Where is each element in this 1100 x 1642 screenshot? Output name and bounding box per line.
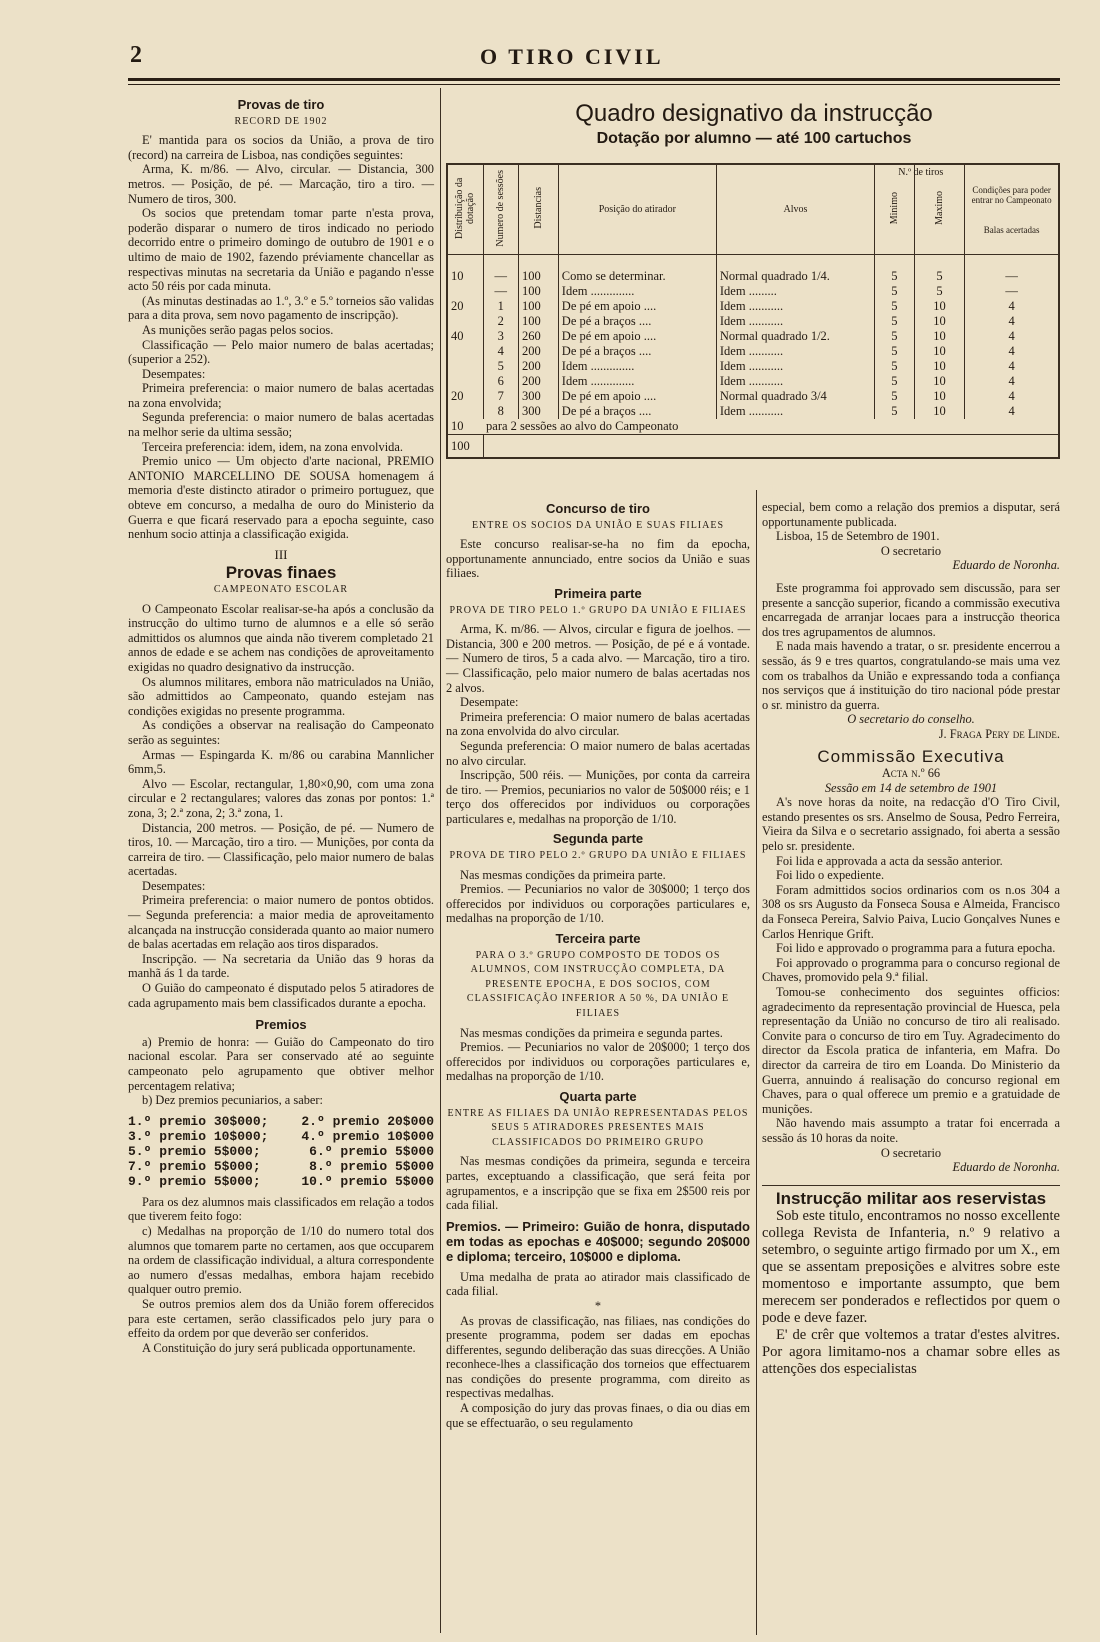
column-header: Distribuição da dotação xyxy=(447,164,483,255)
prize-row xyxy=(128,1159,434,1174)
paragraph: Primeira preferencia: o maior numero de balas acertadas na zona envolvida; xyxy=(128,381,434,410)
paragraph: Nas mesmas condições da primeira e segunda partes. xyxy=(460,1025,723,1040)
paragraph: Sob este titulo, encontramos no nosso excellente collega Revista de Infanteria, n.º 9 relativo a setembro, o seguinte artigo firmado por um X., em que se assentam preposições e alvitres sobre este momentoso e importante assumpto, que bem merecem ser ponderados e reflectidos por quem o pode e deve fazer. xyxy=(762,1208,1060,1327)
header-rule xyxy=(128,78,1060,81)
paragraph: Este concurso realisar-se-ha no fim da epocha, opportunamente annunciado, entre socios da União e suas filiaes. xyxy=(446,537,750,581)
paragraph: Armas — Espingarda K. m/86 ou carabina Mannlicher 6mm,5. xyxy=(128,747,434,777)
paragraph: Desempates: xyxy=(142,366,206,381)
prize-item: 2.º premio 20$000 xyxy=(301,1113,434,1129)
column-divider xyxy=(440,88,441,1633)
paragraph: Os alumnos militares, embora não matriculados na União, são admittidos ao Campeonato, quando estejam nas condições exigidas no presente programma. xyxy=(128,674,434,718)
column-header: Distancias xyxy=(519,164,559,255)
paragraph: A's nove horas da noite, na redacção d'O Tiro Civil, estando presentes os srs. Anselmo de Sousa, Pedro Ferreira, Vieira da Silva e o secretario assignado, foi aberta a sessão pelo sr. presidente. xyxy=(762,795,1060,854)
section-title: Premios xyxy=(255,1017,307,1033)
paragraph: c) Medalhas na proporção de 1/10 do numero total dos alumnos que tomarem parte no certamen, aos que occuparem na ordem de classificação individual, a altura correspondente ao numero d'essas medalhas, embora hajam recebido qualquer outro premio. xyxy=(128,1223,434,1297)
column-header: Numero de sessões xyxy=(483,164,518,255)
paragraph: Segunda preferencia: o maior numero de balas acertadas na melhor serie da ultima sessão; xyxy=(128,410,434,440)
paragraph: Arma, K. m/86. — Alvo, circular. — Distancia, 300 metros. — Posição, de pé. — Marcação, tiro a tiro. — Numero de tiros, 300. xyxy=(128,162,434,206)
paragraph: A Constituição do jury será publicada opportunamente. xyxy=(142,1340,416,1355)
section-subtitle: PROVA DE TIRO PELO 1.º GRUPO DA UNIÃO E FILIAES xyxy=(449,604,747,616)
paragraph: Foi lido o expediente. xyxy=(776,868,885,883)
prize-item: 7.º premio 5$000; xyxy=(128,1158,261,1174)
acta-number: Acta n.º 66 xyxy=(881,766,941,781)
paragraph: Os socios que pretendam tomar parte n'esta prova, poderão disparar o numero de tiros indicado no periodo decorrido entre o primeiro domingo de outubro de 1901 e o ultimo de maio de 1902, fazendo préviamente chancellar as respectivas minutas na secretaria da União e pagando n'esse acto 50 réis por cada minuta. xyxy=(128,206,434,294)
section-rule xyxy=(762,1185,1060,1186)
table-subtitle: Dotação por alumno — até 100 cartuchos xyxy=(596,130,912,147)
section-subtitle: RECORD DE 1902 xyxy=(234,115,328,127)
section-subtitle: CAMPEONATO ESCOLAR xyxy=(213,584,349,595)
paragraph: Não havendo mais assumpto a tratar foi encerrada a sessão ás 10 horas da noite. xyxy=(762,1116,1060,1145)
instruction-table xyxy=(446,163,1060,459)
column-header: Alvos xyxy=(716,164,874,255)
table-row: 8 300 De pé a braços .... Idem ........... 5 10 4 xyxy=(447,404,1059,419)
signature-name: Eduardo de Noronha. xyxy=(952,558,1060,573)
column-middle xyxy=(446,500,750,1430)
paragraph: Distancia, 200 metros. — Posição, de pé. — Numero de tiros, 10. — Marcação, tiro a tiro. — Munições, por conta da carreira de tiro. — Classificação, pelo maior numero de balas acertadas. xyxy=(128,820,434,879)
signature-name: J. Fraga Pery de Linde. xyxy=(938,726,1060,741)
section-subtitle: ENTRE AS FILIAES DA UNIÃO REPRESENTADAS PELOS SEUS 5 ATIRADORES PRESENTES MAIS CLASSIFICADOS DO PRIMEIRO GRUPO xyxy=(447,1107,749,1148)
prize-row xyxy=(128,1144,434,1159)
section-subtitle: PROVA DE TIRO PELO 2.º GRUPO DA UNIÃO E FILIAES xyxy=(449,850,747,862)
table-title: Quadro designativo da instrucção xyxy=(575,100,933,127)
prize-item: 6.º premio 5$000 xyxy=(309,1143,434,1159)
prize-row xyxy=(128,1114,434,1129)
section-title: Terceira parte xyxy=(555,931,641,947)
paragraph: Primeira preferencia: O maior numero de balas acertadas na zona envolvida do alvo circular. xyxy=(446,709,750,739)
section-title: Primeira parte xyxy=(554,585,642,601)
paragraph: Premios. — Pecuniarios no valor de 30$000; 1 terço dos offerecidos por individuos ou corporações particulares e, medalhas na proporção de 1/10. xyxy=(446,882,750,926)
prize-row xyxy=(128,1129,434,1144)
paragraph: E' de crêr que voltemos a tratar d'estes alvitres. Por agora limitamo-nos a chamar sobre elles as attenções dos especialistas xyxy=(762,1327,1060,1378)
paragraph: As condições a observar na realisação do Campeonato serão as seguintes: xyxy=(128,718,434,747)
paragraph: Arma, K. m/86. — Alvos, circular e figura de joelhos. — Distancia, 300 e 200 metros. — Posição, de pé e á vontade. — Numero de tiros, 5 a cada alvo. — Marcação, tiro a tiro. — Classificação, pelo maior numero de balas acertadas nos 2 alvos. xyxy=(446,622,750,695)
paragraph: Desempates: xyxy=(142,878,206,893)
paragraph: Alvo — Escolar, rectangular, 1,80×0,90, com uma zona circular e 2 rectangulares; valores das zonas por pontos: 1.ª zona, 3; 2.ª zona, 2; 3.ª zona, 1. xyxy=(128,776,434,820)
prize-item: 4.º premio 10$000 xyxy=(301,1128,434,1144)
table-row: 20 1 100 De pé em apoio .... Idem ........... 5 10 4 xyxy=(447,299,1059,314)
prize-item: 10.º premio 5$000 xyxy=(301,1173,434,1189)
prize-item: 9.º premio 5$000; xyxy=(128,1173,261,1189)
paragraph: Desempate: xyxy=(460,695,519,710)
signature-label: O secretario xyxy=(880,1145,942,1160)
table-row xyxy=(447,255,1059,270)
paragraph: Terceira preferencia: idem, idem, na zona envolvida. xyxy=(142,439,403,454)
signature-label: O secretario xyxy=(880,543,942,558)
paragraph: b) Dez premios pecuniarios, a saber: xyxy=(142,1093,323,1108)
prize-item: 1.º premio 30$000; xyxy=(128,1113,269,1129)
column-header: Minimo xyxy=(874,164,914,255)
paragraph: Foi lida e approvada a acta da sessão anterior. xyxy=(776,853,1003,868)
paragraph: a) Premio de honra: — Guião do Campeonato do tiro nacional escolar. Para ser conservado até ao seguinte campeonato pelo agrupamento que obtiver melhor percentagem relativa; xyxy=(128,1034,434,1093)
paragraph: Nas mesmas condições da primeira, segunda e terceira partes, exceptuando a classificação, que será feita por agrupamentos, e a inscripção que se fixa em 2$500 reis por cada filial. xyxy=(446,1154,750,1213)
paragraph: Foi lido e approvado o programma para a futura epocha. xyxy=(776,941,1056,956)
paragraph: Inscripção. — Na secretaria da União das 9 horas da manhã ás 1 da tarde. xyxy=(128,951,434,981)
paragraph: E nada mais havendo a tratar, o sr. presidente encerrou a sessão, ás 9 e tres quartos, congratulando-se mais uma vez com os trabalhos da União e expressando toda a confiança nos serviços que á instituição do tiro nacional póde prestar o sr. ministro da guerra. xyxy=(762,639,1060,712)
paragraph: Se outros premios alem dos da União forem offerecidos para este certamen, serão classificados pelo jury para o effeito da ordem por que deverão ser conferidos. xyxy=(128,1296,434,1341)
prize-list xyxy=(128,1114,434,1189)
paragraph: Lisboa, 15 de Setembro de 1901. xyxy=(776,529,940,544)
paragraph: Inscripção, 500 réis. — Munições, por conta da carreira de tiro. — Premios, pecuniarios no valor de 50$000 réis; e 1 terço dos offerecidos por individuos ou corporações particulares e, medalhas na proporção de 1/10. xyxy=(446,768,750,826)
section-number: III xyxy=(274,546,288,562)
column-header: Posição do atirador xyxy=(558,164,716,255)
paragraph: A composição do jury das provas finaes, o dia ou dias em que se effectuarão, o seu regulamento xyxy=(446,1401,750,1430)
table-row: 20 7 300 De pé em apoio .... Normal quadrado 3/4 5 10 4 xyxy=(447,389,1059,404)
running-title: O TIRO CIVIL xyxy=(480,44,664,69)
column-left xyxy=(128,96,434,1355)
paragraph: Premios. — Pecuniarios no valor de 20$000; 1 terço dos offerecidos por individuos ou corporações particulares e, medalhas na proporção de 1/10. xyxy=(446,1040,750,1084)
session-date: Sessão em 14 de setembro de 1901 xyxy=(824,780,998,795)
column-divider xyxy=(756,490,757,1635)
section-title: Provas de tiro xyxy=(237,97,325,112)
paragraph: especial, bem como a relação dos premios a disputar, será opportunamente publicada. xyxy=(762,500,1060,529)
table-row: 2 100 De pé a braços .... Idem ........... 5 10 4 xyxy=(447,314,1059,329)
paragraph: Para os dez alumnos mais classificados em relação a todos que tiverem feito fogo: xyxy=(128,1194,434,1224)
paragraph: Foi approvado o programma para o concurso regional de Chaves, promovido pela 9.ª filial. xyxy=(762,955,1060,985)
paragraph: (As minutas destinadas ao 1.º, 3.º e 5.º torneios são validas para a dita prova, sem novo pagamento de inscripção). xyxy=(128,293,434,323)
section-title: Instrucção militar aos reservistas xyxy=(775,1188,1047,1208)
section-title: Commissão Executiva xyxy=(817,746,1005,766)
paragraph: Segunda preferencia: O maior numero de balas acertadas no alvo circular. xyxy=(446,738,750,768)
table-row: 10 para 2 sessões ao alvo do Campeonato xyxy=(447,419,1059,435)
prize-row xyxy=(128,1174,434,1189)
paragraph: O Guião do campeonato é disputado pelos 5 atiradores de cada agrupamento mais bem classificados durante a epocha. xyxy=(128,981,434,1010)
table-header-row xyxy=(447,164,1059,255)
section-subtitle: PARA O 3.º GRUPO COMPOSTO DE TODOS OS ALUMNOS, COM INSTRUCÇÃO COMPLETA, DA PRESENTE EPOCHA, E DOS SOCIOS, COM CLASSIFICAÇÃO INFERIOR A 50 %, DA UNIÃO E FILIAES xyxy=(466,949,730,1019)
table-row: 5 200 Idem .............. Idem ........... 5 10 4 xyxy=(447,359,1059,374)
prize-announcement: Premios. — Primeiro: Guião de honra, disputado em todas as epochas e 40$000; segundo 20$000 e diploma; terceiro, 10$000 e diploma. xyxy=(446,1218,750,1264)
paragraph: O Campeonato Escolar realisar-se-ha após a conclusão da instrucção do ultimo turno de alumnos e a elle só serão admittidos os alumnos que ainda não tiverem completado 21 annos de edade e se achem nas condições de aproveitamento exigidas no quadro designativo da instrucção. xyxy=(128,601,434,674)
paragraph: Uma medalha de prata ao atirador mais classificado de cada filial. xyxy=(446,1269,750,1299)
paragraph: Este programma foi approvado sem discussão, para ser presente a sancção superior, ficando a commissão executiva encarregada de arranjar locaes para a instrucção theorica dos tres agrupamentos de alumnos. xyxy=(762,580,1060,639)
signature-name: Eduardo de Noronha. xyxy=(952,1160,1060,1175)
separator-star: * xyxy=(594,1298,602,1313)
table-row: — 100 Idem .............. Idem ......... 5 5 — xyxy=(447,284,1059,299)
paragraph: As provas de classificação, nas filiaes, nas condições do presente programma, podem ser dadas em epochas differentes, segundo deliberação das suas direcções. A União reconhece-lhes a classificação dos torneios que effectuarem nas condições do presente programma, com direito as respectivas medalhas. xyxy=(446,1313,750,1401)
table-row: 10 — 100 Como se determinar. Normal quadrado 1/4. 5 5 — xyxy=(447,269,1059,284)
paragraph: Foram admittidos socios ordinarios com os n.os 304 a 308 os srs Augusto da Fonseca Sousa e Almeida, Francisco da Fonseca Pereira, Salvio Paiva, Lucio Gonçalves Nunes e Carlos Henrique Grift. xyxy=(762,882,1060,941)
table-row: 40 3 260 De pé em apoio .... Normal quadrado 1/2. 5 10 4 xyxy=(447,329,1059,344)
paragraph: Tomou-se conhecimento dos seguintes officios: agradecimento da representação provincial de Huesca, pela representação da União no concurso de tiro ali realisado. Convite para o concurso de tiro em Tuy. Agradecimento do director da Escola pratica de infanteria, em Mafra. Do director da carreira de tiro em Loanda. Do Ministerio da Guerra, annuindo á realisação do concurso regional em Chaves, para o qual offerece um premio e a gratuidade de munições. xyxy=(762,985,1060,1116)
section-title: Quarta parte xyxy=(559,1088,637,1104)
paragraph: Premio unico — Um objecto d'arte nacional, PREMIO ANTONIO MARCELLINO DE SOUSA homenagem á memoria d'este distincto atirador o primeiro portuguez, que obteve em concurso, a medalha de ouro do Ministerio da Guerra e que ficará reservado para a epocha seguinte, caso nenhum socio attinja a classificação exigida. xyxy=(128,454,434,542)
table-row: 6 200 Idem .............. Idem ........... 5 10 4 xyxy=(447,374,1059,389)
paragraph: As munições serão pagas pelos socios. xyxy=(142,322,334,337)
column-header: Condições para poder entrar no Campeonato Balas acertadas xyxy=(965,164,1059,255)
section-title: Provas finaes xyxy=(225,563,337,583)
section-subtitle: ENTRE OS SOCIOS DA UNIÃO E SUAS FILIAES xyxy=(471,519,725,531)
column-header: N.º de tiros Maximo xyxy=(914,164,965,255)
section-title: Segunda parte xyxy=(552,831,644,847)
signature-label: O secretario do conselho. xyxy=(847,712,975,727)
column-right xyxy=(762,500,1060,1378)
header-rule-thin xyxy=(128,84,1060,85)
paragraph: E' mantida para os socios da União, a prova de tiro (record) na carreira de Lisboa, nas condições seguintes: xyxy=(128,133,434,162)
prize-item: 8.º premio 5$000 xyxy=(309,1158,434,1174)
table-total-row: 100 xyxy=(447,435,1059,459)
section-title: Concurso de tiro xyxy=(545,501,650,516)
paragraph: Classificação — Pelo maior numero de balas acertadas; (superior a 252). xyxy=(128,337,434,367)
prize-item: 3.º premio 10$000; xyxy=(128,1128,269,1144)
paragraph: Primeira preferencia: o maior numero de pontos obtidos. — Segunda preferencia: a maior media de aproveitamento alcançada na instrucção considerada quanto ao maior numero de balas acertadas em relação aos tiros disparados. xyxy=(128,893,434,952)
table-row: 4 200 De pé a braços .... Idem ........... 5 10 4 xyxy=(447,344,1059,359)
paragraph: Nas mesmas condições da primeira parte. xyxy=(460,867,666,882)
page-number: 2 xyxy=(130,42,142,68)
prize-item: 5.º premio 5$000; xyxy=(128,1143,261,1159)
